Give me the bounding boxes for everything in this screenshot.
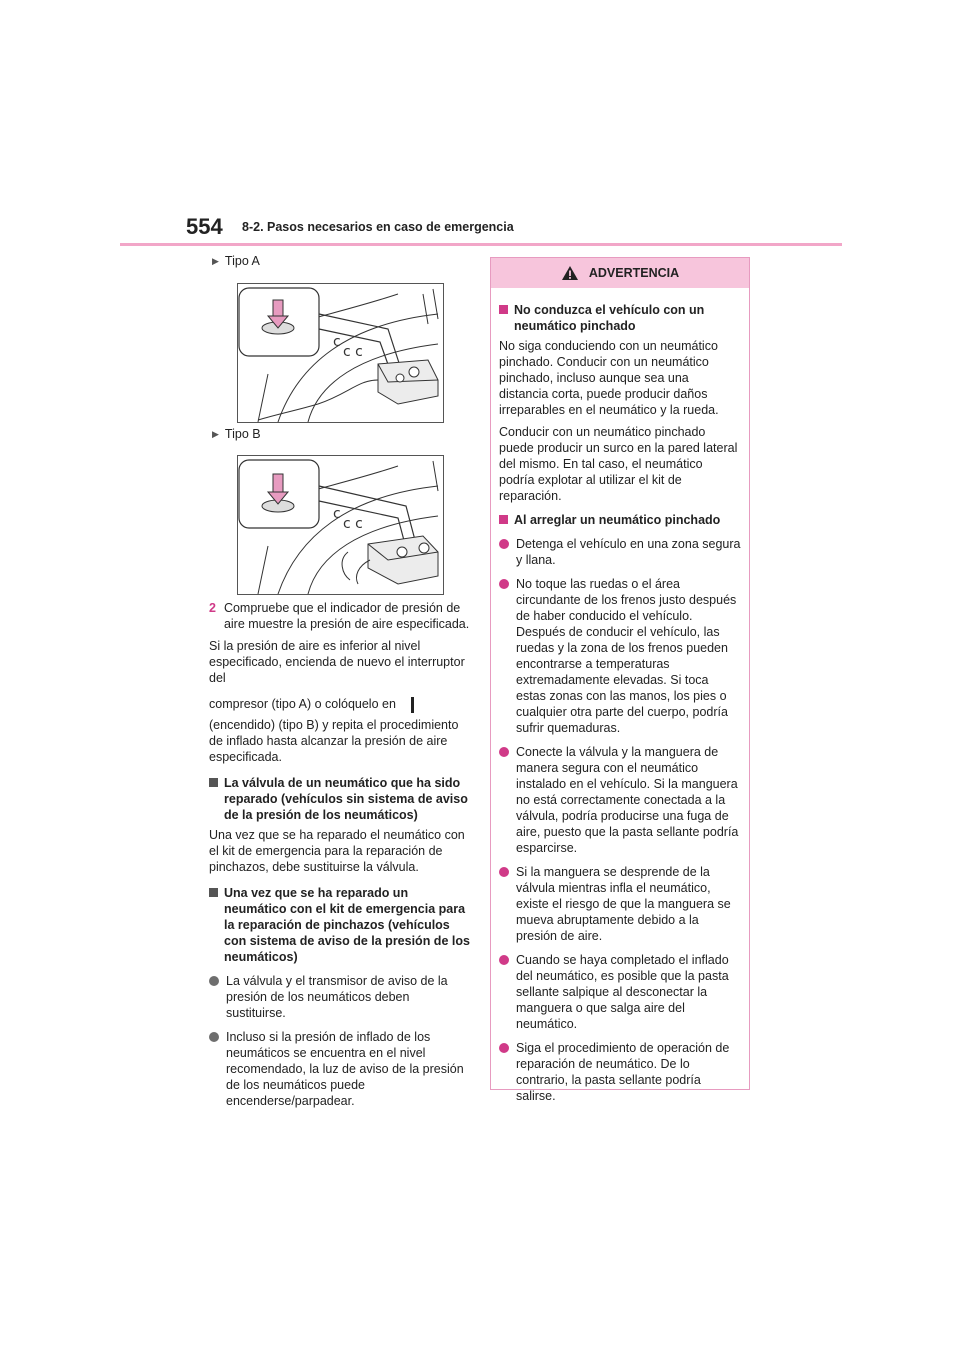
triangle-right-icon: ▶ — [212, 429, 219, 439]
figure-b-label-wrap — [209, 426, 469, 450]
list-item: Detenga el vehículo en una zona segura y llana. — [499, 536, 741, 568]
svg-text:c c: c c — [343, 344, 363, 360]
paragraph-pressure: Si la presión de aire es inferior al nivel especificado, encienda de nuevo el interruptor del compresor (tipo A) o colóquelo en (encendido) (tipo B) y repita el procedimiento de inflado hasta alcanzar la presión de aire especificada. — [209, 639, 465, 764]
list-item: No toque las ruedas o el área circundante de los frenos justo después de haber conducido el vehículo. Después de conducir el vehículo, las ruedas y la zona de los frenos pueden encontrarse a temperaturas extremadamente elevadas. Si toca estas zonas con las manos, los pies o cualquier otra parte del cuerpo, podría sufrir quemaduras. — [499, 576, 741, 736]
list-item: Cuando se haya completado el inflado del neumático, es posible que la pasta sellante salpique al desconectar la manguera o que salga aire del neumático. — [499, 952, 741, 1032]
on-position-icon — [411, 697, 414, 713]
list-item: Conecte la válvula y la manguera de manera segura con el neumático instalado en el vehículo. Si la manguera no está correctamente conectada a la válvula, podría producirse una fuga de aire, puesto que la pasta sellante podría esparcirse. — [499, 744, 741, 856]
step-number: 2 — [209, 601, 216, 615]
heading-valve: La válvula de un neumático que ha sido reparado (vehículos sin sistema de aviso de la presión de los neumáticos) — [209, 775, 471, 823]
svg-text:c c: c c — [343, 516, 363, 532]
compressor-type-a-illustration — [238, 284, 443, 422]
svg-text:c: c — [333, 334, 341, 350]
warning-paragraph-2: Conducir con un neumático pinchado puede producir un surco en la pared lateral del mismo. En tal caso, el neumático podría explotar al utilizar el kit de reparación. — [499, 425, 738, 503]
square-bullet-icon — [499, 305, 508, 314]
figure-type-a — [237, 283, 444, 423]
circle-bullet-icon — [209, 976, 219, 986]
page-number: 554 — [186, 214, 223, 239]
warning-triangle-icon — [561, 265, 579, 281]
figure-labels — [209, 253, 469, 277]
list-item: Si la manguera se desprende de la válvula mientras infla el neumático, existe el riesgo de que la manguera se mueva abruptamente debido a la presión de aire. — [499, 864, 741, 944]
circle-bullet-icon — [499, 955, 509, 965]
type-b-label: ▶ Tipo B — [212, 427, 261, 441]
section-title: 8-2. Pasos necesarios en caso de emergencia — [242, 220, 514, 234]
list-item: Incluso si la presión de inflado de los neumáticos se encuentra en el nivel recomendado, la luz de aviso de la presión de los neumáticos puede encenderse/parpadear. — [209, 1029, 471, 1109]
square-bullet-icon — [499, 515, 508, 524]
figure-type-b — [237, 455, 444, 595]
circle-bullet-icon — [209, 1032, 219, 1042]
list-item: La válvula y el transmisor de aviso de la presión de los neumáticos deben sustituirse. — [209, 973, 471, 1021]
circle-bullet-icon — [499, 747, 509, 757]
warning-box — [490, 257, 750, 1103]
circle-bullet-icon — [499, 867, 509, 877]
header-rule — [120, 243, 842, 246]
type-a-label: ▶ Tipo A — [212, 254, 260, 268]
warning-heading-2: Al arreglar un neumático pinchado — [499, 512, 741, 528]
step-2 — [209, 600, 471, 632]
heading-tpms: Una vez que se ha reparado un neumático con el kit de emergencia para la reparación de pinchazos (vehículos con sistema de aviso de la presión de los neumáticos) — [209, 885, 471, 965]
compressor-type-b-illustration — [238, 456, 443, 594]
circle-bullet-icon — [499, 579, 509, 589]
square-bullet-icon — [209, 888, 218, 897]
circle-bullet-icon — [499, 1043, 509, 1053]
main-text — [209, 600, 471, 1109]
square-bullet-icon — [209, 778, 218, 787]
warning-header — [491, 258, 749, 288]
triangle-right-icon: ▶ — [212, 256, 219, 266]
circle-bullet-icon — [499, 539, 509, 549]
warning-heading-1: No conduzca el vehículo con un neumático pinchado — [499, 302, 741, 334]
warning-body — [491, 288, 749, 1104]
paragraph-valve: Una vez que se ha reparado el neumático con el kit de emergencia para la reparación de pinchazos, debe sustituirse la válvula. — [209, 827, 465, 874]
svg-text:c: c — [333, 506, 341, 522]
step-text: Compruebe que el indicador de presión de aire muestre la presión de aire especificada. — [223, 601, 470, 631]
warning-title: ADVERTENCIA — [588, 266, 680, 280]
warning-paragraph-1: No siga conduciendo con un neumático pinchado. Conducir con un neumático pinchado, incluso aunque sea una distancia corta, puede producir daños irreparables en el neumático y la rueda. — [499, 339, 719, 417]
list-item: Siga el procedimiento de operación de reparación de neumático. De lo contrario, la pasta sellante podría salirse. — [499, 1040, 741, 1104]
